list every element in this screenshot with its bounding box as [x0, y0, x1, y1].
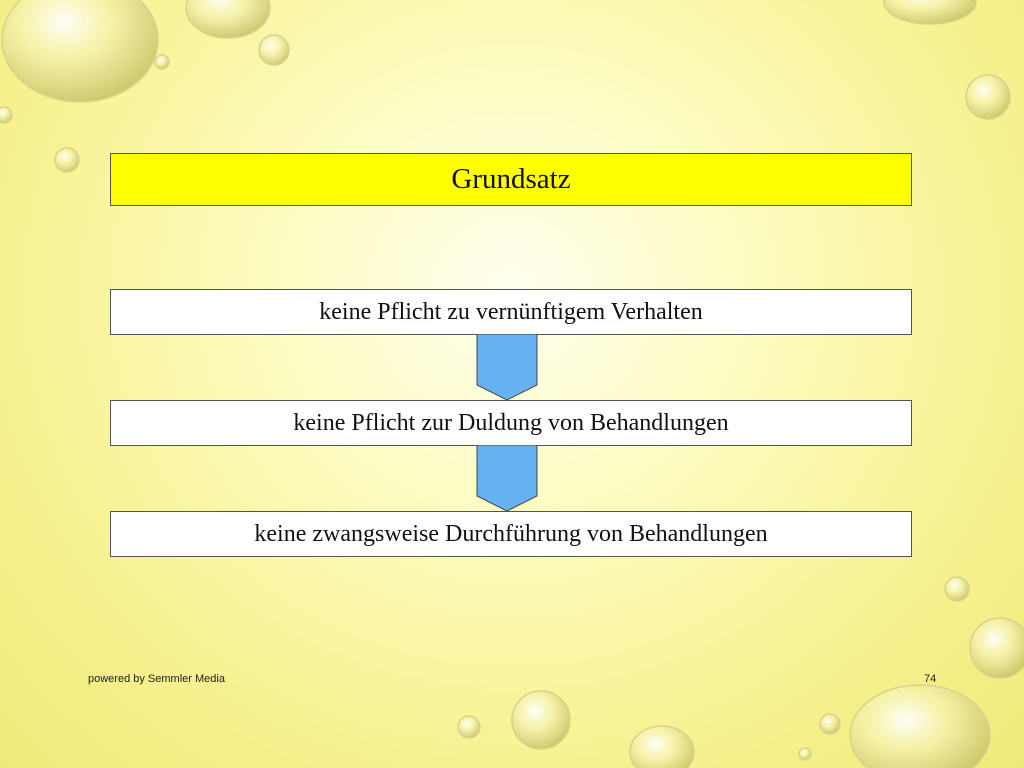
water-drop [850, 685, 990, 768]
water-drop [55, 148, 79, 172]
step-2-text: keine Pflicht zur Duldung von Behandlungen [293, 409, 729, 436]
water-drop [945, 577, 969, 601]
water-drop [0, 107, 12, 123]
step-box-2 [110, 400, 912, 446]
water-drop [155, 55, 169, 69]
water-drop [970, 618, 1024, 678]
water-drop [458, 716, 480, 738]
page-number: 74 [924, 673, 937, 685]
water-drop [630, 726, 694, 768]
water-drop [799, 748, 811, 760]
step-3-text: keine zwangsweise Durchführung von Behandlungen [254, 520, 768, 547]
footer-credit: powered by Semmler Media [88, 673, 225, 685]
down-arrow-2 [476, 445, 538, 512]
step-1-text: keine Pflicht zu vernünftigem Verhalten [319, 298, 703, 325]
water-drop [884, 0, 976, 24]
water-drop [186, 0, 270, 38]
step-box-3 [110, 511, 912, 557]
water-drop [2, 0, 158, 102]
down-arrow-1 [476, 334, 538, 401]
water-drop [966, 75, 1010, 119]
title-box [110, 153, 912, 206]
water-drop [820, 714, 840, 734]
step-box-1 [110, 289, 912, 335]
title-text: Grundsatz [451, 163, 571, 195]
water-drop [512, 691, 570, 749]
water-drop [259, 35, 289, 65]
